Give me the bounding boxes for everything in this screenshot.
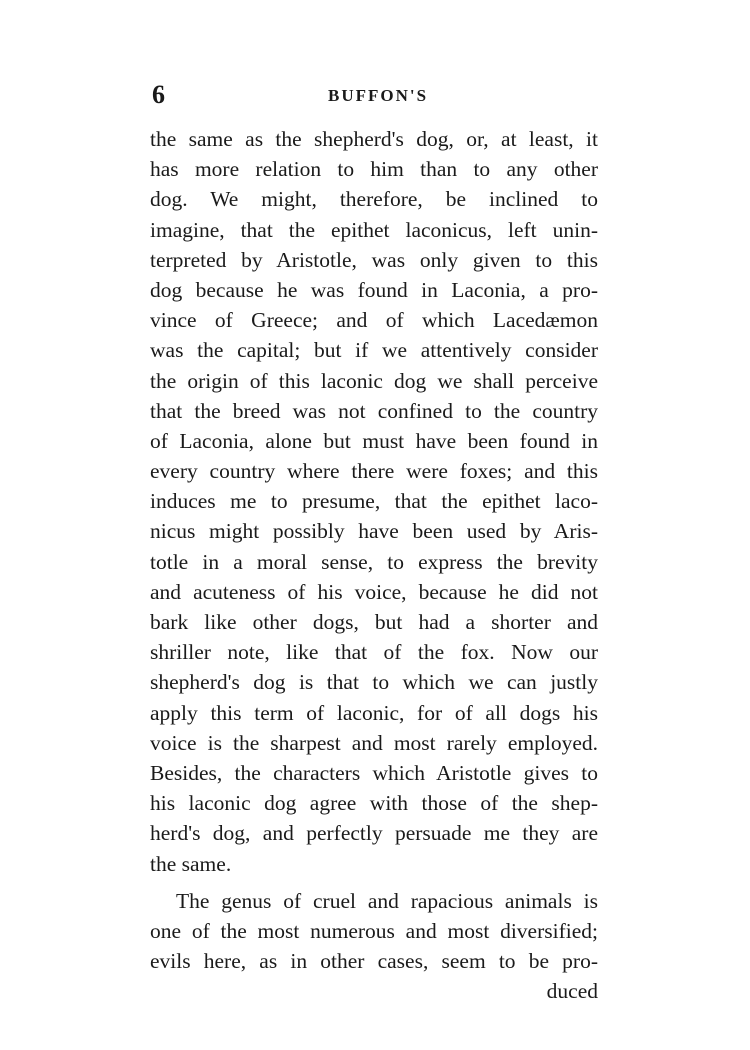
text-line: bark like other dogs, but had a shorter and xyxy=(150,610,598,634)
text-line: the origin of this laconic dog we shall perceive xyxy=(150,368,598,393)
text-line: apply this term of laconic, for of all dogs his xyxy=(150,700,598,725)
page-number: 6 xyxy=(152,80,165,109)
text-line: shriller note, like that of the fox. Now our xyxy=(150,640,598,665)
text-line: induces me to presume, that the epithet laco- xyxy=(150,489,598,514)
text-line: terpreted by Aristotle, was only given to this xyxy=(150,247,598,272)
paragraph-2 xyxy=(150,886,598,977)
running-head: BUFFON'S xyxy=(328,86,429,105)
text-line: has more relation to him than to any other xyxy=(150,157,598,182)
text-line: his laconic dog agree with those of the shep- xyxy=(150,791,598,816)
text-line: nicus might possibly have been used by Aris- xyxy=(150,519,598,544)
page-header xyxy=(150,80,598,110)
text-line: every country where there were foxes; and this xyxy=(150,459,598,484)
text-line: dog. We might, therefore, be inclined to xyxy=(150,187,598,212)
text-line: totle in a moral sense, to express the brevity xyxy=(150,549,598,574)
text-line: Besides, the characters which Aristotle gives to xyxy=(150,760,598,785)
text-line: voice is the sharpest and most rarely employed. xyxy=(150,730,598,755)
text-line: vince of Greece; and of which Lacedæmon xyxy=(150,308,598,333)
text-line: the same as the shepherd's dog, or, at least, it xyxy=(150,127,598,151)
text-line: the same. xyxy=(150,851,232,876)
text-line: one of the most numerous and most diversified; xyxy=(150,918,598,943)
text-line: imagine, that the epithet laconicus, left unin- xyxy=(150,217,598,242)
text-line: was the capital; but if we attentively consider xyxy=(150,338,598,363)
text-line: The genus of cruel and rapacious animals is xyxy=(176,888,598,913)
text-line: and acuteness of his voice, because he did not xyxy=(150,579,598,604)
text-line: dog because he was found in Laconia, a pro- xyxy=(150,277,598,302)
body-text xyxy=(150,124,598,1006)
text-line: shepherd's dog is that to which we can justly xyxy=(150,670,598,695)
text-line: herd's dog, and perfectly persuade me they are xyxy=(150,821,598,846)
catchword: duced xyxy=(546,979,598,1004)
text-line: that the breed was not confined to the country xyxy=(150,398,598,423)
paragraph-1 xyxy=(150,124,598,879)
text-line: evils here, as in other cases, seem to be pro- xyxy=(150,949,598,974)
text-line: of Laconia, alone but must have been found in xyxy=(150,428,598,453)
